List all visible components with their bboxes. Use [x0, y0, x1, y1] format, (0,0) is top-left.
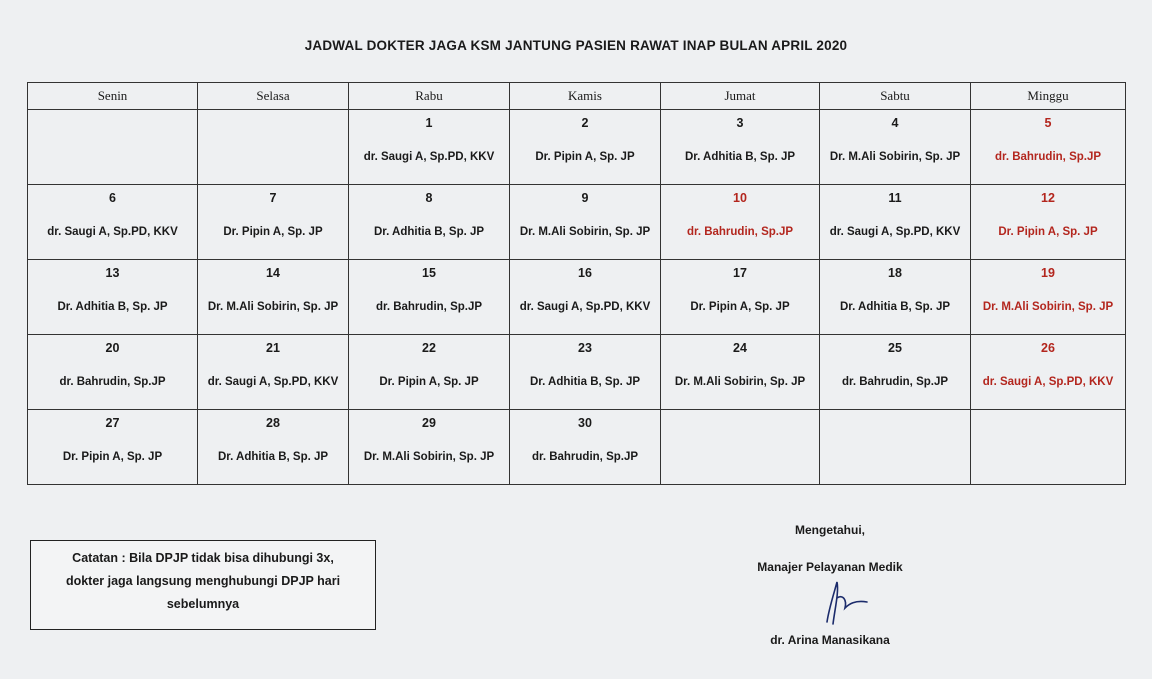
day-cell — [971, 335, 1126, 410]
day-cell — [349, 110, 510, 185]
weekday-header-row — [28, 83, 1126, 110]
day-number: 23 — [578, 341, 592, 355]
day-number: 7 — [269, 191, 277, 205]
day-cell — [510, 335, 661, 410]
doctor-name: dr. Saugi A, Sp.PD, KKV — [519, 301, 651, 313]
day-number: 9 — [581, 191, 589, 205]
doctor-name: Dr. Adhitia B, Sp. JP — [373, 226, 485, 238]
day-number: 11 — [888, 191, 902, 205]
day-number: 6 — [109, 191, 116, 205]
day-number: 29 — [422, 416, 436, 430]
day-cell — [510, 410, 661, 485]
day-number: 16 — [578, 266, 592, 280]
day-cell — [198, 410, 349, 485]
doctor-name: Dr. Pipin A, Sp. JP — [535, 151, 635, 163]
doctor-name: Dr. M.Ali Sobirin, Sp. JP — [363, 451, 495, 463]
schedule-table — [27, 82, 1126, 485]
day-number: 21 — [266, 341, 280, 355]
weekday-header: Senin — [28, 83, 198, 110]
day-number: 15 — [422, 266, 436, 280]
day-cell — [198, 335, 349, 410]
day-number: 19 — [1041, 266, 1055, 280]
doctor-name: Dr. M.Ali Sobirin, Sp. JP — [207, 301, 339, 313]
day-cell — [349, 185, 510, 260]
weekday-header: Sabtu — [820, 83, 971, 110]
weekday-header: Rabu — [349, 83, 510, 110]
day-number: 25 — [888, 341, 902, 355]
day-number: 30 — [578, 416, 592, 430]
day-number: 27 — [105, 416, 120, 430]
day-cell — [971, 410, 1126, 485]
doctor-name: dr. Bahrudin, Sp.JP — [531, 451, 639, 463]
week-row — [28, 410, 1126, 485]
weekday-header: Minggu — [971, 83, 1126, 110]
weekday-header: Jumat — [661, 83, 820, 110]
doctor-name: Dr. Pipin A, Sp. JP — [998, 226, 1098, 238]
day-cell — [820, 185, 971, 260]
day-cell — [661, 260, 820, 335]
day-number: 18 — [888, 266, 902, 280]
day-number: 5 — [1044, 116, 1052, 130]
day-cell — [28, 185, 198, 260]
doctor-name: dr. Saugi A, Sp.PD, KKV — [207, 376, 339, 388]
doctor-name: Dr. Adhitia B, Sp. JP — [529, 376, 641, 388]
day-cell — [349, 335, 510, 410]
day-number: 2 — [581, 116, 589, 130]
day-number: 8 — [425, 191, 433, 205]
doctor-name: Dr. Adhitia B, Sp. JP — [57, 301, 168, 313]
day-cell — [661, 410, 820, 485]
day-cell — [971, 185, 1126, 260]
day-number: 10 — [733, 191, 747, 205]
day-cell — [510, 185, 661, 260]
day-number: 28 — [266, 416, 280, 430]
day-cell — [349, 260, 510, 335]
signer-name: dr. Arina Manasikana — [770, 633, 890, 647]
weekday-header: Selasa — [198, 83, 349, 110]
day-cell — [820, 110, 971, 185]
day-number: 22 — [422, 341, 436, 355]
day-number: 17 — [733, 266, 747, 280]
day-cell — [28, 335, 198, 410]
day-number: 4 — [891, 116, 899, 130]
day-cell — [510, 110, 661, 185]
week-row — [28, 185, 1126, 260]
signature-mark — [815, 578, 875, 628]
day-number: 13 — [105, 266, 120, 280]
day-number: 24 — [733, 341, 747, 355]
day-cell — [198, 185, 349, 260]
day-cell — [198, 110, 349, 185]
doctor-name: Dr. M.Ali Sobirin, Sp. JP — [519, 226, 651, 238]
day-number: 12 — [1041, 191, 1055, 205]
day-cell — [661, 335, 820, 410]
day-cell — [349, 410, 510, 485]
doctor-name: Dr. Pipin A, Sp. JP — [62, 451, 163, 463]
note-box — [30, 540, 376, 630]
doctor-name: dr. Saugi A, Sp.PD, KKV — [363, 151, 495, 163]
acknowledged-label: Mengetahui, — [794, 523, 865, 537]
doctor-name: dr. Bahrudin, Sp.JP — [375, 301, 483, 313]
doctor-name: Dr. Adhitia B, Sp. JP — [217, 451, 329, 463]
doctor-name: dr. Bahrudin, Sp.JP — [841, 376, 949, 388]
weekday-header: Kamis — [510, 83, 661, 110]
day-cell — [661, 185, 820, 260]
doctor-name: dr. Bahrudin, Sp.JP — [994, 151, 1102, 163]
doctor-name: Dr. Pipin A, Sp. JP — [690, 301, 790, 313]
week-row — [28, 335, 1126, 410]
signer-position: Manajer Pelayanan Medik — [757, 560, 903, 574]
doctor-name: dr. Bahrudin, Sp.JP — [59, 376, 166, 388]
note-line: dokter jaga langsung menghubungi DPJP hari — [65, 574, 341, 588]
doctor-name: Dr. Adhitia B, Sp. JP — [839, 301, 951, 313]
day-cell — [971, 110, 1126, 185]
day-number: 3 — [736, 116, 744, 130]
day-number: 1 — [425, 116, 433, 130]
doctor-name: dr. Saugi A, Sp.PD, KKV — [982, 376, 1114, 388]
doctor-name: Dr. Pipin A, Sp. JP — [379, 376, 479, 388]
day-cell — [198, 260, 349, 335]
day-cell — [661, 110, 820, 185]
doctor-name: Dr. M.Ali Sobirin, Sp. JP — [674, 376, 806, 388]
doctor-name: Dr. M.Ali Sobirin, Sp. JP — [829, 151, 961, 163]
day-cell — [28, 260, 198, 335]
page-title: JADWAL DOKTER JAGA KSM JANTUNG PASIEN RAWAT INAP BULAN APRIL 2020 — [304, 38, 848, 53]
note-line: sebelumnya — [166, 597, 240, 611]
day-number: 26 — [1041, 341, 1055, 355]
doctor-name: dr. Saugi A, Sp.PD, KKV — [829, 226, 961, 238]
day-number: 14 — [266, 266, 280, 280]
week-row — [28, 110, 1126, 185]
day-cell — [28, 110, 198, 185]
day-cell — [510, 260, 661, 335]
doctor-name: Dr. Adhitia B, Sp. JP — [684, 151, 796, 163]
day-number: 20 — [105, 341, 120, 355]
day-cell — [820, 260, 971, 335]
doctor-name: Dr. M.Ali Sobirin, Sp. JP — [982, 301, 1114, 313]
week-row — [28, 260, 1126, 335]
day-cell — [820, 410, 971, 485]
day-cell — [820, 335, 971, 410]
note-line: Catatan : Bila DPJP tidak bisa dihubungi 3x, — [72, 551, 334, 565]
day-cell — [971, 260, 1126, 335]
doctor-name: dr. Bahrudin, Sp.JP — [686, 226, 794, 238]
day-cell — [28, 410, 198, 485]
doctor-name: dr. Saugi A, Sp.PD, KKV — [47, 226, 178, 238]
doctor-name: Dr. Pipin A, Sp. JP — [223, 226, 323, 238]
